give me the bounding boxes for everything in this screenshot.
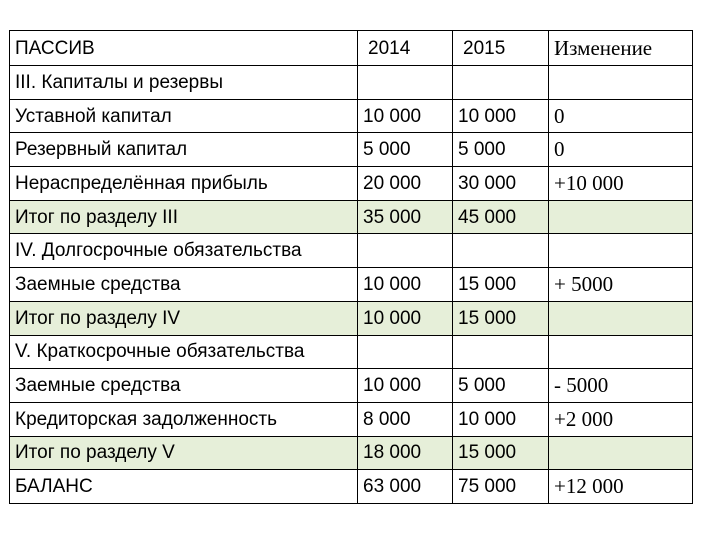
table-row [10,436,693,470]
value-change: +12 000 [549,470,693,504]
value-2014: 20 000 [358,167,453,201]
row-label: Итог по разделу III [10,200,358,234]
table-row [10,268,693,302]
table-row [10,335,693,369]
table-row [10,133,693,167]
balance-table [9,30,693,504]
header-row [10,31,693,66]
value-2015: 15 000 [453,436,549,470]
row-label: III. Капиталы и резервы [10,66,358,100]
value-change: 0 [549,99,693,133]
table-row [10,66,693,100]
value-2015 [453,66,549,100]
value-2014: 10 000 [358,369,453,403]
value-2015 [453,234,549,268]
value-2014: 18 000 [358,436,453,470]
value-2015: 45 000 [453,200,549,234]
value-2014: 10 000 [358,301,453,335]
row-label: Итог по разделу V [10,436,358,470]
value-change [549,301,693,335]
header-year-2015: 2015 [453,31,549,66]
row-label: V. Краткосрочные обязательства [10,335,358,369]
value-2014: 35 000 [358,200,453,234]
table-row [10,470,693,504]
table-row [10,99,693,133]
value-2015: 30 000 [453,167,549,201]
row-label: Кредиторская задолженность [10,402,358,436]
value-change [549,66,693,100]
value-change [549,234,693,268]
value-change: + 5000 [549,268,693,302]
value-change: +2 000 [549,402,693,436]
value-2015: 5 000 [453,369,549,403]
row-label: Резервный капитал [10,133,358,167]
row-label: Нераспределённая прибыль [10,167,358,201]
value-2015: 10 000 [453,402,549,436]
table-row [10,167,693,201]
row-label: Заемные средства [10,369,358,403]
value-2015: 75 000 [453,470,549,504]
value-2015: 15 000 [453,268,549,302]
header-change: Изменение [549,31,693,66]
value-2015: 10 000 [453,99,549,133]
value-2014: 5 000 [358,133,453,167]
header-label: ПАССИВ [10,31,358,66]
value-2014: 10 000 [358,268,453,302]
value-change: - 5000 [549,369,693,403]
balance-table-body [10,31,693,504]
value-change [549,200,693,234]
table-row [10,301,693,335]
value-change [549,436,693,470]
header-year-2014: 2014 [358,31,453,66]
value-2015 [453,335,549,369]
value-2015: 5 000 [453,133,549,167]
value-change: +10 000 [549,167,693,201]
row-label: IV. Долгосрочные обязательства [10,234,358,268]
value-2014 [358,234,453,268]
row-label: БАЛАНС [10,470,358,504]
value-change: 0 [549,133,693,167]
value-2014 [358,335,453,369]
value-change [549,335,693,369]
value-2014 [358,66,453,100]
table-row [10,200,693,234]
row-label: Уставной капитал [10,99,358,133]
row-label: Заемные средства [10,268,358,302]
value-2014: 8 000 [358,402,453,436]
row-label: Итог по разделу IV [10,301,358,335]
table-row [10,369,693,403]
table-row [10,402,693,436]
value-2015: 15 000 [453,301,549,335]
value-2014: 10 000 [358,99,453,133]
table-row [10,234,693,268]
value-2014: 63 000 [358,470,453,504]
